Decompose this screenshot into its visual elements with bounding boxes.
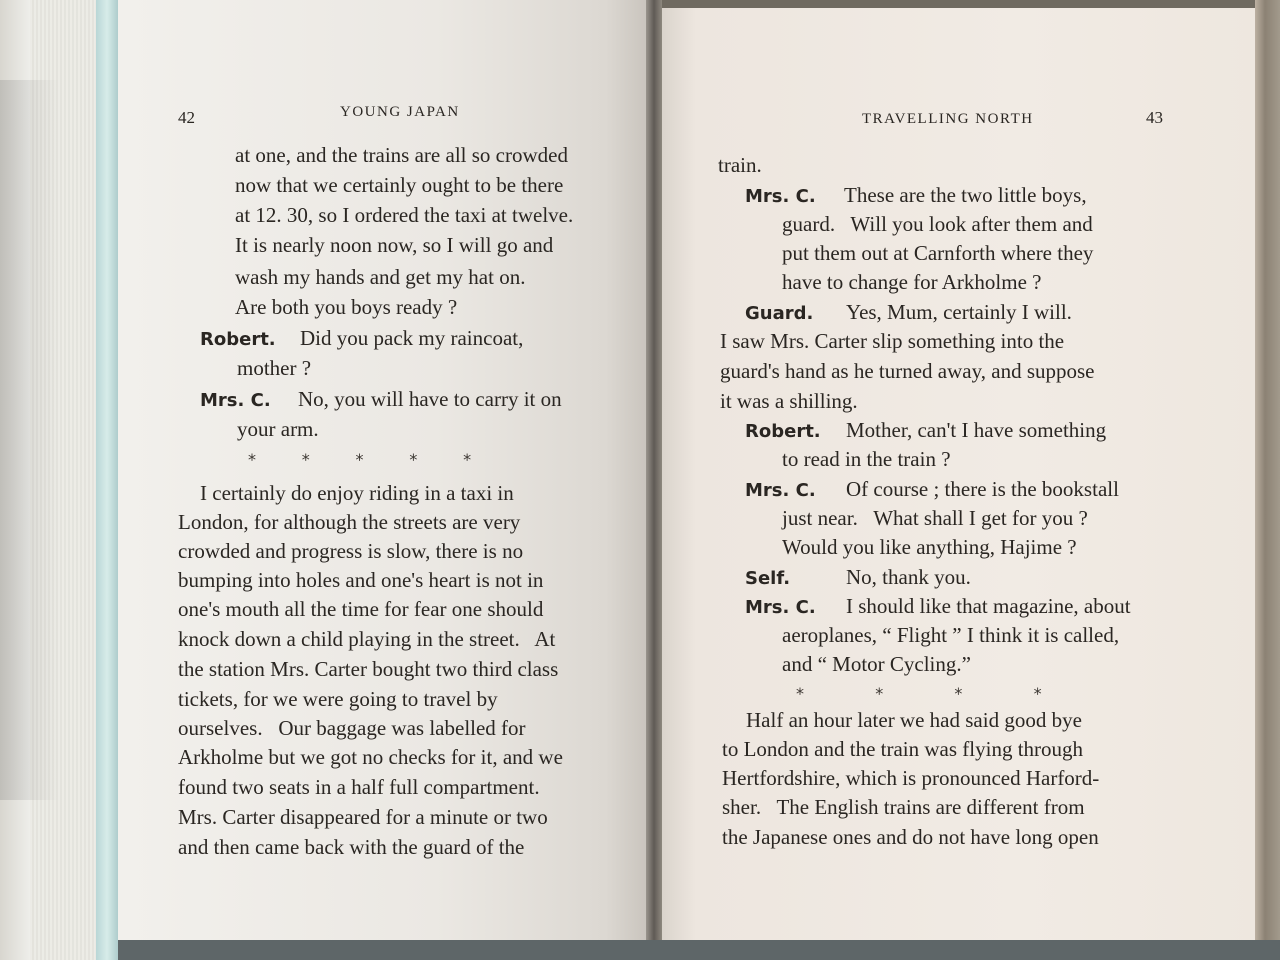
book-cover-right xyxy=(1255,0,1280,960)
section-break-stars: * * * * * xyxy=(248,450,472,469)
text-line: to read in the train ? xyxy=(782,447,951,471)
text-line: ourselves. Our baggage was labelled for xyxy=(178,716,526,740)
text-line: just near. What shall I get for you ? xyxy=(782,506,1088,530)
text-line: sher. The English trains are different from xyxy=(722,795,1085,819)
text-line: mother ? xyxy=(237,356,312,380)
text-line: I certainly do enjoy riding in a taxi in xyxy=(200,481,514,505)
text-line: Would you like anything, Hajime ? xyxy=(782,535,1077,559)
text-line: Yes, Mum, certainly I will. xyxy=(846,300,1072,324)
speaker-label: Mrs. C. xyxy=(200,390,271,411)
running-head-left: YOUNG JAPAN xyxy=(340,104,460,120)
speaker-label: Mrs. C. xyxy=(745,186,816,207)
text-line: No, you will have to carry it on xyxy=(298,387,562,411)
text-line: train. xyxy=(718,153,762,177)
text-line: the Japanese ones and do not have long open xyxy=(722,825,1099,849)
page-number-right: 43 xyxy=(1146,108,1163,127)
section-break-stars: * * * * xyxy=(796,684,1042,703)
text-line: bumping into holes and one's heart is not in xyxy=(178,568,544,592)
speaker-label: Mrs. C. xyxy=(745,597,816,618)
text-line: Arkholme but we got no checks for it, and we xyxy=(178,745,563,769)
text-line: I saw Mrs. Carter slip something into the xyxy=(720,329,1065,353)
book-gutter xyxy=(646,0,662,960)
text-line: at 12. 30, so I ordered the taxi at twelve. xyxy=(235,203,574,227)
text-line: No, thank you. xyxy=(846,565,971,589)
text-line: Of course ; there is the bookstall xyxy=(846,477,1119,501)
text-line: at one, and the trains are all so crowded xyxy=(235,143,568,167)
text-line: Mother, can't I have something xyxy=(846,418,1107,442)
bookmark-ribbon xyxy=(96,0,118,960)
text-line: Did you pack my raincoat, xyxy=(300,326,524,350)
text-line: put them out at Carnforth where they xyxy=(782,241,1094,265)
running-head-right: TRAVELLING NORTH xyxy=(862,111,1034,127)
text-line: your arm. xyxy=(237,417,319,441)
text-line: it was a shilling. xyxy=(720,389,858,413)
text-line: These are the two little boys, xyxy=(844,183,1087,207)
text-line: knock down a child playing in the street. At xyxy=(178,627,556,651)
text-line: I should like that magazine, about xyxy=(846,594,1131,618)
text-line: guard. Will you look after them and xyxy=(782,212,1093,236)
text-line: the station Mrs. Carter bought two third class xyxy=(178,657,559,681)
speaker-label: Mrs. C. xyxy=(745,480,816,501)
text-line: and then came back with the guard of the xyxy=(178,835,525,859)
text-line: It is nearly noon now, so I will go and xyxy=(235,233,554,257)
text-line: Half an hour later we had said good bye xyxy=(746,708,1082,732)
glare-shade xyxy=(0,80,60,800)
text-line: Hertfordshire, which is pronounced Harford- xyxy=(722,766,1100,790)
page-number-left: 42 xyxy=(178,108,195,127)
speaker-label: Guard. xyxy=(745,303,814,324)
text-line: tickets, for we were going to travel by xyxy=(178,687,498,711)
text-line: guard's hand as he turned away, and suppose xyxy=(720,359,1095,383)
text-line: and “ Motor Cycling.” xyxy=(782,652,971,676)
text-line: wash my hands and get my hat on. xyxy=(235,265,526,289)
speaker-label: Self. xyxy=(745,568,791,589)
text-line: aeroplanes, “ Flight ” I think it is called, xyxy=(782,623,1120,647)
speaker-label: Robert. xyxy=(745,421,821,442)
text-line: now that we certainly ought to be there xyxy=(235,173,564,197)
speaker-label: Robert. xyxy=(200,329,276,350)
text-line: one's mouth all the time for fear one should xyxy=(178,597,544,621)
text-line: London, for although the streets are very xyxy=(178,510,521,534)
text-line: Mrs. Carter disappeared for a minute or two xyxy=(178,805,548,829)
text-line: Are both you boys ready ? xyxy=(235,295,458,319)
text-line: found two seats in a half full compartment. xyxy=(178,775,540,799)
text-line: to London and the train was flying through xyxy=(722,737,1084,761)
text-line: crowded and progress is slow, there is no xyxy=(178,539,524,563)
text-line: have to change for Arkholme ? xyxy=(782,270,1042,294)
book-cover-bottom xyxy=(118,940,1280,960)
